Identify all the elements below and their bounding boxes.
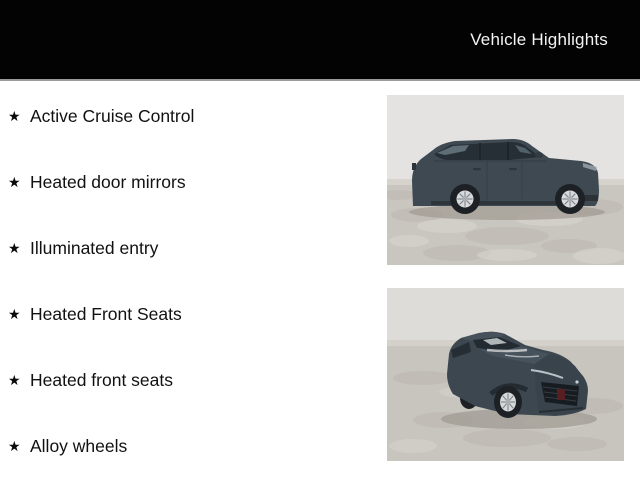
feature-item bbox=[8, 347, 378, 413]
feature-item bbox=[8, 281, 378, 347]
star-bullet-icon: ★ bbox=[8, 306, 21, 322]
suv-side-view-image bbox=[387, 95, 624, 265]
feature-label: Illuminated entry bbox=[30, 237, 159, 258]
feature-item bbox=[8, 215, 378, 281]
feature-item bbox=[8, 413, 378, 479]
star-bullet-icon: ★ bbox=[8, 438, 21, 454]
star-bullet-icon: ★ bbox=[8, 372, 21, 388]
suv-front-quarter-photo bbox=[387, 288, 624, 461]
suv-side-view-photo bbox=[387, 95, 624, 265]
page-title: Vehicle Highlights bbox=[470, 29, 608, 49]
feature-item bbox=[8, 83, 378, 149]
feature-label: Active Cruise Control bbox=[30, 105, 195, 126]
feature-label: Heated door mirrors bbox=[30, 171, 186, 192]
suv-front-quarter-image bbox=[387, 288, 624, 461]
feature-label: Heated front seats bbox=[30, 369, 173, 390]
header-bar bbox=[0, 0, 640, 81]
feature-label: Heated Front Seats bbox=[30, 303, 182, 324]
star-bullet-icon: ★ bbox=[8, 174, 21, 190]
star-bullet-icon: ★ bbox=[8, 240, 21, 256]
feature-list bbox=[8, 83, 378, 479]
feature-label: Alloy wheels bbox=[30, 435, 128, 456]
star-bullet-icon: ★ bbox=[8, 108, 21, 124]
feature-item bbox=[8, 149, 378, 215]
front-quarter-wheel bbox=[494, 386, 522, 418]
